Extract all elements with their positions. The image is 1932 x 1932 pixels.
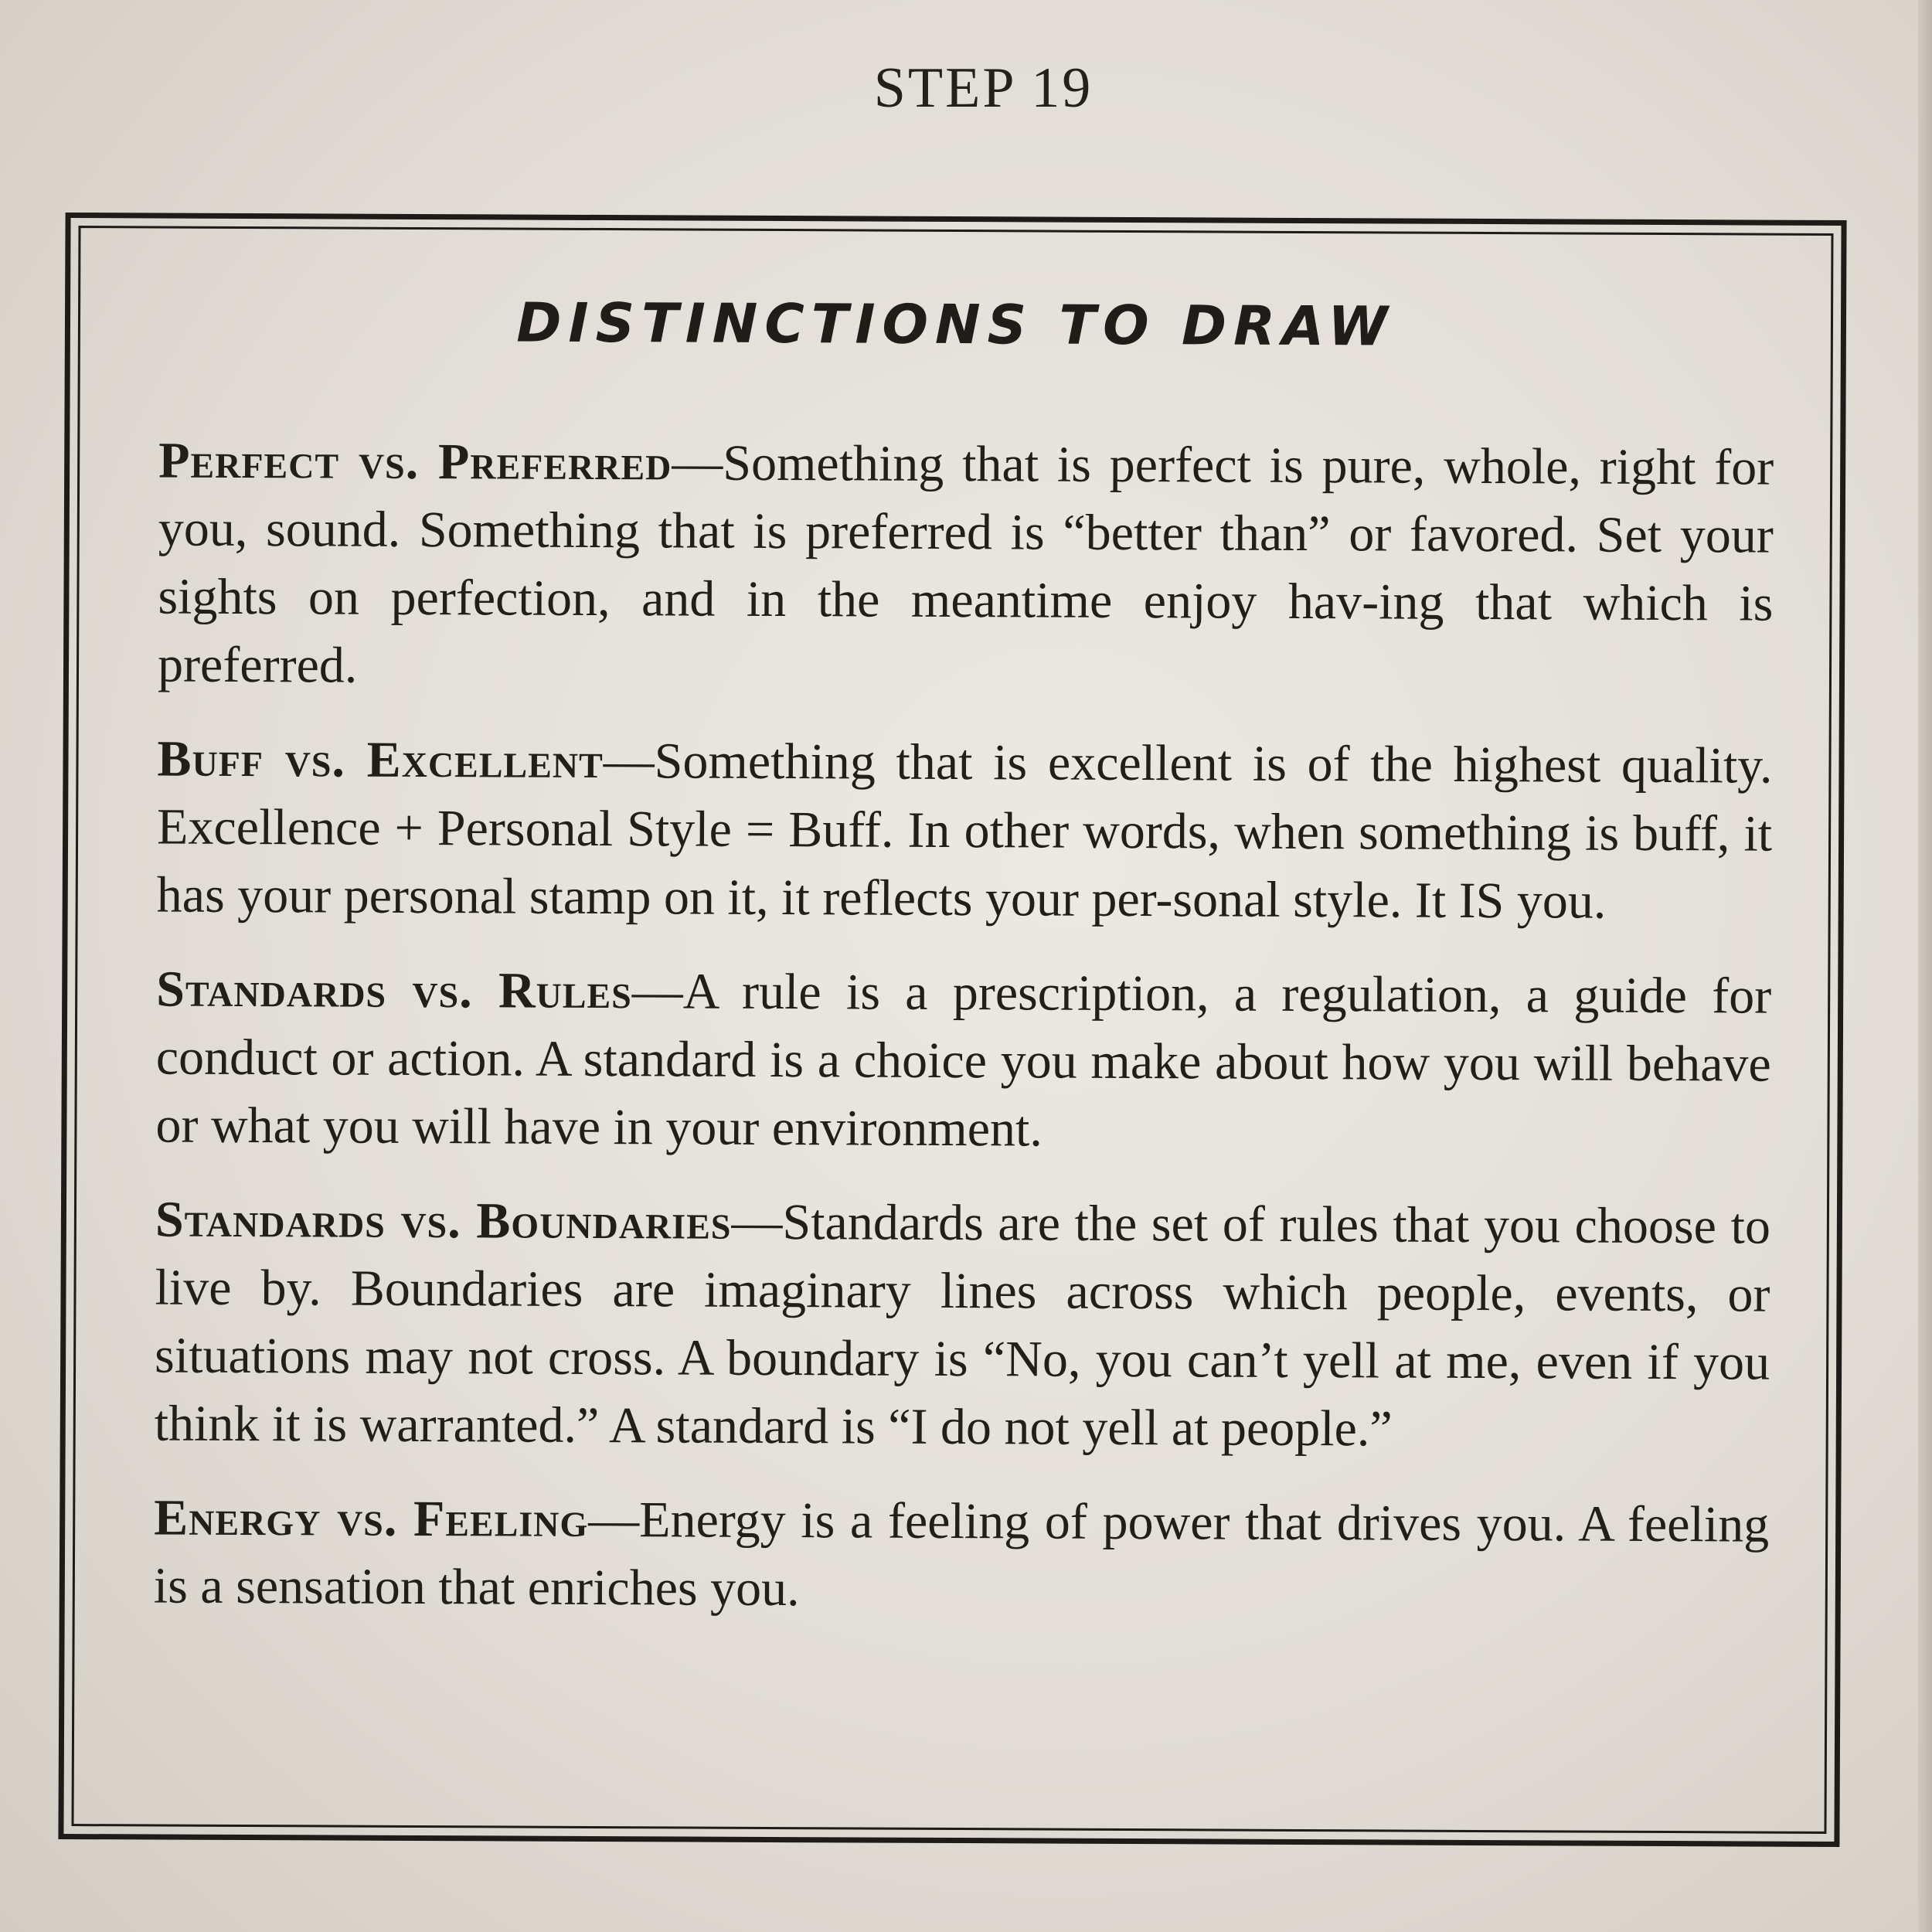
em-dash: — [731,1193,783,1251]
em-dash: — [672,434,723,492]
entry-term: Energy vs. Feeling [154,1489,589,1548]
em-dash: — [631,963,683,1020]
page-edge [1918,0,1932,1932]
entry-term: Buff vs. Excellent [157,730,604,790]
em-dash: — [588,1491,640,1549]
entry-definition: Something that is perfect is pure, whole, right for you, sound. Something that is preferred is “better than” or favored. Set your sights on perfection, and in the meantime enjoy hav-ing that which is preferred. [157,434,1774,694]
entry-buff-vs-excellent [157,726,1773,937]
entry-definition: Standards are the set of rules that you choose to live by. Boundaries are imaginary lines across which people, events, or situations may not cross. A boundary is “No, you can’t yell at me, even if you think it is warranted.” A standard is “I do not yell at people.” [154,1194,1771,1458]
entry-definition: Energy is a feeling of power that drives you. A feeling is a sensation that enriches you. [153,1492,1770,1617]
entry-perfect-vs-preferred [158,427,1774,706]
entry-term: Standards vs. Rules [156,961,632,1020]
running-head: STEP 19 [873,56,1094,120]
entry-energy-vs-feeling [154,1484,1770,1627]
distinctions-list [154,427,1774,1654]
entry-definition: A rule is a prescription, a regulation, a guide for conduct or action. A standard is a choice you make about how you will behave or what you will have in your environment. [155,963,1772,1158]
entry-standards-vs-rules [155,956,1771,1167]
entry-definition: Something that is excellent is of the highest quality. Excellence + Personal Style = Buff. In other words, when something is buff, it has your personal stamp on it, it reflects your per-sonal style. It IS you. [156,733,1773,930]
em-dash: — [603,733,655,790]
box-title: DISTINCTIONS TO DRAW [516,291,1395,359]
entry-standards-vs-boundaries [155,1186,1771,1465]
entry-term: Perfect vs. Preferred [158,432,672,492]
entry-term: Standards vs. Boundaries [155,1191,732,1250]
sidebar-box [58,213,1846,1847]
